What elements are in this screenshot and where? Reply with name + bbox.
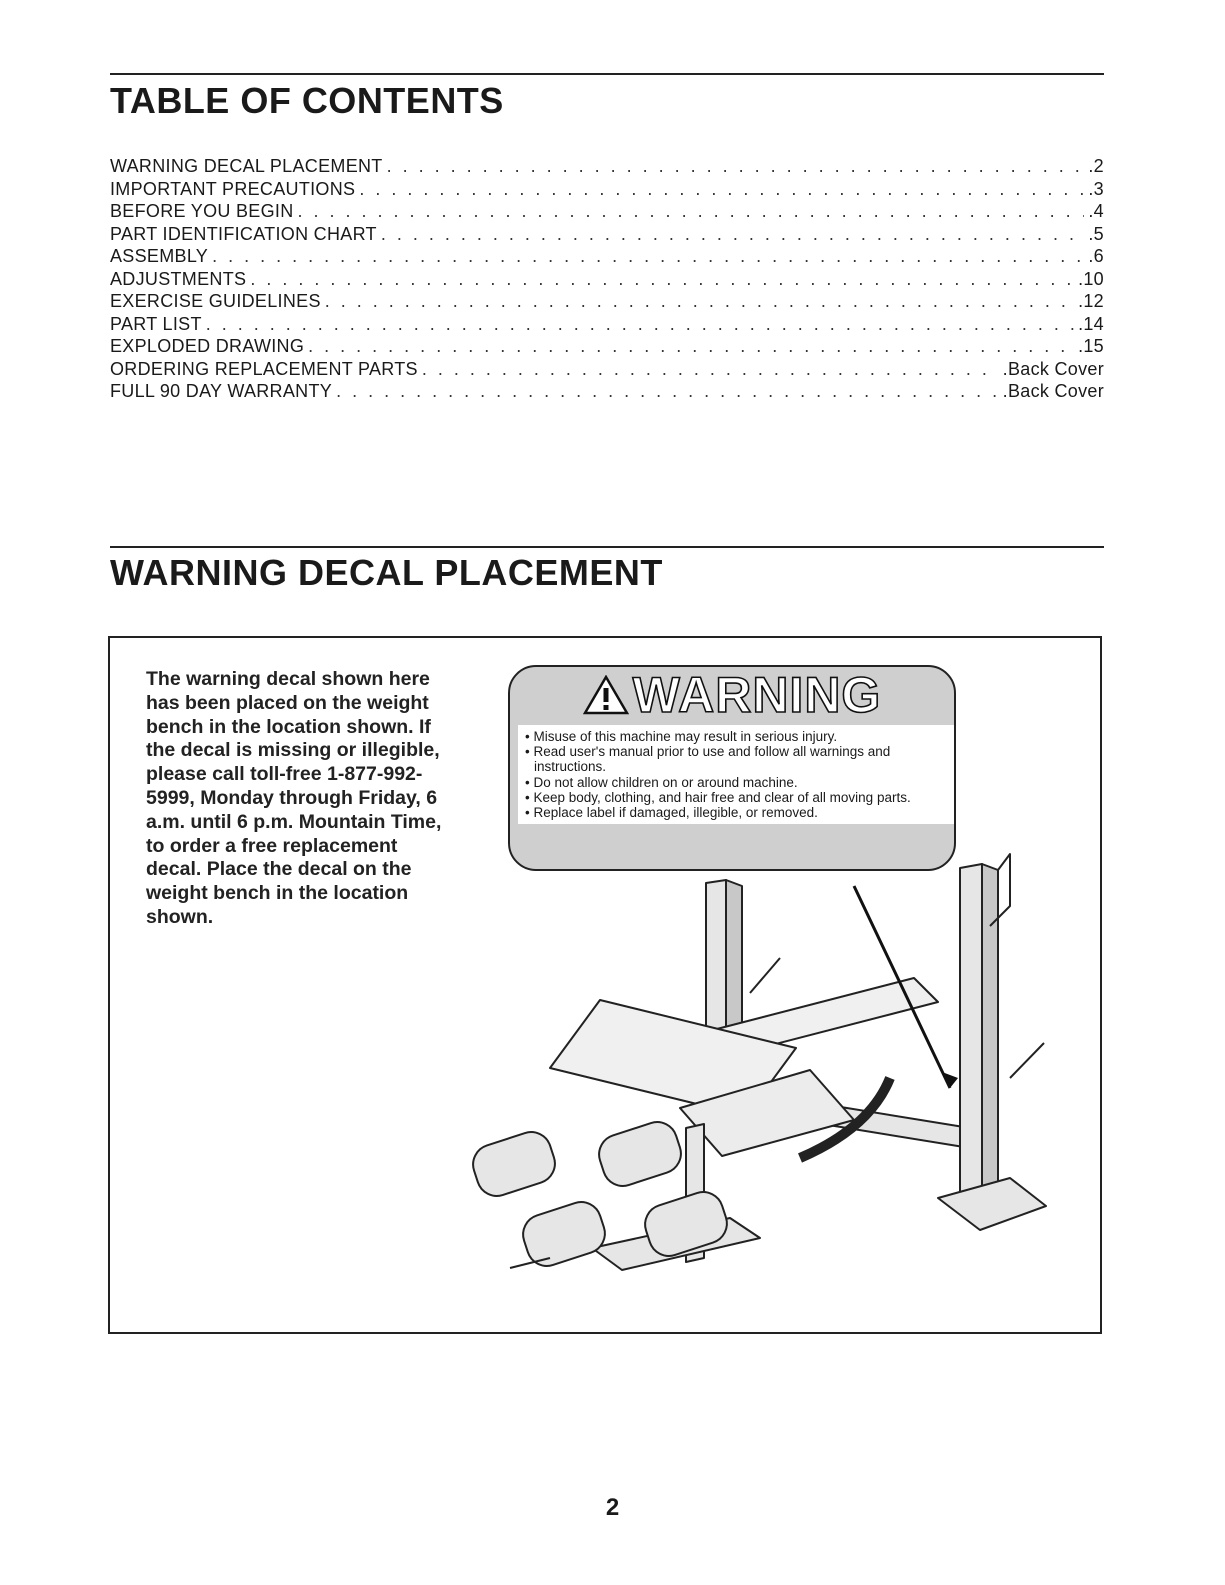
toc-entry-page: .14 bbox=[1078, 313, 1104, 334]
toc-entry bbox=[110, 268, 1104, 291]
toc-leader-dots bbox=[325, 290, 1074, 313]
toc-entry-page: .2 bbox=[1088, 156, 1104, 176]
toc-leader-dots bbox=[308, 335, 1074, 358]
toc-entry bbox=[110, 380, 1104, 403]
warning-decal-item: • Do not allow children on or around machine. bbox=[524, 775, 952, 790]
toc-entry-page: .6 bbox=[1088, 246, 1104, 266]
toc-entry-page: .10 bbox=[1078, 268, 1104, 289]
toc-entry bbox=[110, 313, 1104, 336]
toc-entry bbox=[110, 223, 1104, 246]
toc-entry-page: .Back Cover bbox=[1002, 381, 1104, 401]
warning-decal-item: • Keep body, clothing, and hair free and clear of all moving parts. bbox=[524, 790, 952, 805]
toc-entry bbox=[110, 178, 1104, 201]
toc-entry-title: ORDERING REPLACEMENT PARTS bbox=[110, 358, 418, 379]
toc-leader-dots bbox=[206, 313, 1074, 336]
toc-leader-dots bbox=[336, 380, 999, 403]
toc-heading: TABLE OF CONTENTS bbox=[110, 80, 504, 121]
toc-entry-title: PART LIST bbox=[110, 313, 202, 334]
toc-entry bbox=[110, 200, 1104, 223]
toc-entry-title: WARNING DECAL PLACEMENT bbox=[110, 156, 383, 176]
toc-leader-dots bbox=[387, 155, 1085, 178]
page-number: 2 bbox=[605, 1494, 620, 1521]
toc-leader-dots bbox=[298, 200, 1085, 223]
toc-entry-title: ADJUSTMENTS bbox=[110, 268, 247, 289]
toc-entry-title: PART IDENTIFICATION CHART bbox=[110, 223, 377, 244]
toc-list bbox=[110, 155, 1104, 403]
toc-entry-page: .15 bbox=[1078, 336, 1104, 356]
toc-entry bbox=[110, 290, 1104, 313]
toc-leader-dots bbox=[422, 358, 999, 381]
toc-entry-title: EXPLODED DRAWING bbox=[110, 336, 305, 356]
warning-decal-items bbox=[518, 725, 956, 824]
warning-section-heading: WARNING DECAL PLACEMENT bbox=[110, 552, 663, 593]
warning-decal-item: • Misuse of this machine may result in serious injury. bbox=[524, 729, 952, 744]
toc-leader-dots bbox=[381, 223, 1085, 246]
warning-decal bbox=[508, 665, 956, 871]
toc-entry-page: .5 bbox=[1088, 223, 1104, 244]
toc-top-rule bbox=[110, 73, 1104, 75]
toc-entry bbox=[110, 358, 1104, 381]
toc-leader-dots bbox=[359, 178, 1084, 201]
warning-triangle-icon bbox=[583, 675, 629, 715]
toc-entry-title: EXERCISE GUIDELINES bbox=[110, 291, 321, 311]
toc-entry-title: FULL 90 DAY WARRANTY bbox=[110, 381, 333, 401]
toc-entry-page: .4 bbox=[1088, 201, 1104, 221]
toc-entry bbox=[110, 335, 1104, 358]
warning-section-rule bbox=[110, 546, 1104, 548]
decal-instructions-text: The warning decal shown here has been placed on the weight bench in the location shown. If the decal is missing or illegible, please call toll-free 1-877-992-5999, Monday through Friday, 6 a.m. until 6 p.m. Mountain Time, to order a free replacement decal. Place the decal on the weight bench in the location shown. bbox=[146, 668, 442, 928]
toc-entry-page: .Back Cover bbox=[1002, 358, 1104, 379]
toc-entry-title: IMPORTANT PRECAUTIONS bbox=[110, 178, 356, 199]
warning-decal-header bbox=[510, 667, 954, 723]
toc-leader-dots bbox=[250, 268, 1074, 291]
toc-entry-title: BEFORE YOU BEGIN bbox=[110, 201, 294, 221]
decal-placement-box bbox=[108, 636, 1102, 1334]
warning-decal-item: • Replace label if damaged, illegible, or removed. bbox=[524, 805, 952, 820]
toc-entry bbox=[110, 155, 1104, 178]
toc-entry-page: .12 bbox=[1078, 291, 1104, 311]
toc-entry-page: .3 bbox=[1088, 178, 1104, 199]
toc-entry bbox=[110, 245, 1104, 268]
toc-leader-dots bbox=[212, 245, 1084, 268]
warning-decal-title: WARNING bbox=[632, 667, 882, 723]
warning-decal-item: • Read user's manual prior to use and follow all warnings and instructions. bbox=[524, 744, 952, 774]
toc-entry-title: ASSEMBLY bbox=[110, 246, 209, 266]
